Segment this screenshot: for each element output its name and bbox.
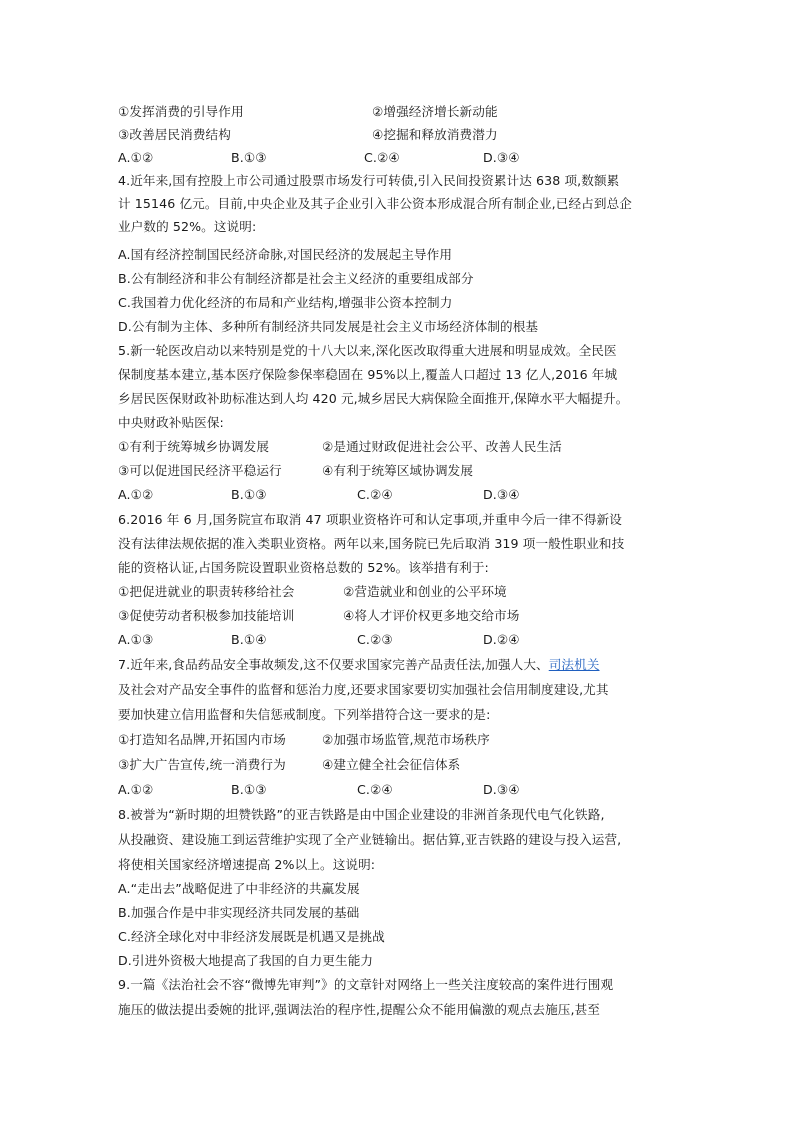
q8-option-d: D.引进外资极大地提高了我国的自力更生能力	[118, 953, 374, 968]
q5-option-4: ④有利于统筹区域协调发展	[322, 463, 474, 478]
q7-stem-line-3: 要加快建立信用监督和失信惩戒制度。下列举措符合这一要求的是:	[118, 707, 491, 722]
q3-option-4: ④挖掘和释放消费潜力	[372, 127, 498, 142]
judicial-organ-link[interactable]: 司法机关	[548, 657, 600, 672]
q4-option-d: D.公有制为主体、多种所有制经济共同发展是社会主义市场经济体制的根基	[118, 319, 539, 334]
q6-stem-line-3: 能的资格认证,占国务院设置职业资格总数的 52%。该举措有利于:	[118, 560, 489, 575]
q4-stem-line-2: 计 15146 亿元。目前,中央企业及其子企业引入非公资本形成混合所有制企业,已经占到总企	[118, 196, 632, 211]
q6-stem-line-1: 6.2016 年 6 月,国务院宣布取消 47 项职业资格许可和认定事项,并重申今后一律不得新设	[118, 512, 622, 527]
q4-stem-line-1: 4.近年来,国有控股上市公司通过股票市场发行可转债,引入民间投资累计达 638 项,数额累	[118, 173, 620, 188]
q5-stem-line-2: 保制度基本建立,基本医疗保险参保率稳固在 95%以上,覆盖人口超过 13 亿人,2016 年城	[118, 367, 618, 382]
q7-answer-b: B.①③	[231, 782, 267, 797]
q6-stem-line-2: 没有法律法规依据的准入类职业资格。两年以来,国务院已先后取消 319 项一般性职业和技	[118, 536, 625, 551]
q8-option-c: C.经济全球化对中非经济发展既是机遇又是挑战	[118, 929, 385, 944]
q6-option-4: ④将人才评价权更多地交给市场	[343, 608, 520, 623]
q6-answer-a: A.①③	[118, 632, 154, 647]
q9-stem-line-2: 施压的做法提出委婉的批评,强调法治的程序性,提醒公众不能用偏激的观点去施压,甚至	[118, 1002, 600, 1017]
q8-stem-line-2: 从投融资、建设施工到运营维护实现了全产业链输出。据估算,亚吉铁路的建设与投入运营,	[118, 832, 622, 847]
q6-option-2: ②营造就业和创业的公平环境	[343, 584, 507, 599]
q9-stem-line-1: 9.一篇《法治社会不容“微博先审判”》的文章针对网络上一些关注度较高的案件进行围观	[118, 977, 614, 992]
q5-option-2: ②是通过财政促进社会公平、改善人民生活	[322, 439, 562, 454]
q7-stem-line-1-text: 7.近年来,食品药品安全事故频发,这不仅要求国家完善产品责任法,加强人大、	[118, 657, 549, 672]
q4-stem-line-3: 业户数的 52%。这说明:	[118, 219, 257, 234]
q7-answer-a: A.①②	[118, 782, 154, 797]
q5-answer-b: B.①③	[231, 487, 267, 502]
q8-option-a: A.“走出去”战略促进了中非经济的共赢发展	[118, 881, 360, 896]
q7-stem-line-2: 及社会对产品安全事件的监督和惩治力度,还要求国家要切实加强社会信用制度建设,尤其	[118, 682, 609, 697]
q3-answer-c: C.②④	[364, 150, 400, 165]
q3-answer-a: A.①②	[118, 150, 154, 165]
q7-answer-d: D.③④	[483, 782, 520, 797]
q7-option-2: ②加强市场监管,规范市场秩序	[322, 732, 490, 747]
q6-option-3: ③促使劳动者积极参加技能培训	[118, 608, 295, 623]
q7-answer-c: C.②④	[357, 782, 393, 797]
q7-option-1: ①打造知名品牌,开拓国内市场	[118, 732, 286, 747]
q3-option-3: ③改善居民消费结构	[118, 127, 231, 142]
q5-stem-line-4: 中央财政补贴医保:	[118, 415, 224, 430]
q6-answer-d: D.②④	[483, 632, 520, 647]
q5-answer-a: A.①②	[118, 487, 154, 502]
q6-answer-c: C.②③	[357, 632, 393, 647]
q7-option-4: ④建立健全社会征信体系	[322, 757, 461, 772]
q4-option-a: A.国有经济控制国民经济命脉,对国民经济的发展起主导作用	[118, 247, 453, 262]
q3-option-2: ②增强经济增长新动能	[372, 104, 498, 119]
q3-answer-b: B.①③	[231, 150, 267, 165]
q5-answer-c: C.②④	[357, 487, 393, 502]
q4-option-b: B.公有制经济和非公有制经济都是社会主义经济的重要组成部分	[118, 271, 474, 286]
q7-stem-line-1	[118, 657, 600, 673]
q4-option-c: C.我国着力优化经济的布局和产业结构,增强非公资本控制力	[118, 295, 453, 310]
q5-option-3: ③可以促进国民经济平稳运行	[118, 463, 282, 478]
q7-option-3: ③扩大广告宣传,统一消费行为	[118, 757, 286, 772]
q5-answer-d: D.③④	[483, 487, 520, 502]
q5-stem-line-1: 5.新一轮医改启动以来特别是党的十八大以来,深化医改取得重大进展和明显成效。全民医	[118, 343, 617, 358]
q8-stem-line-3: 将使相关国家经济增速提高 2%以上。这说明:	[118, 857, 376, 872]
q3-answer-d: D.③④	[483, 150, 520, 165]
q6-answer-b: B.①④	[231, 632, 267, 647]
q5-option-1: ①有利于统筹城乡协调发展	[118, 439, 270, 454]
q3-option-1: ①发挥消费的引导作用	[118, 104, 244, 119]
q6-option-1: ①把促进就业的职责转移给社会	[118, 584, 295, 599]
q8-stem-line-1: 8.被誉为“新时期的坦赞铁路”的亚吉铁路是由中国企业建设的非洲首条现代电气化铁路,	[118, 807, 605, 822]
q5-stem-line-3: 乡居民医保财政补助标准达到人均 420 元,城乡居民大病保险全面推开,保障水平大幅提升。	[118, 391, 629, 406]
q8-option-b: B.加强合作是中非实现经济共同发展的基础	[118, 905, 360, 920]
